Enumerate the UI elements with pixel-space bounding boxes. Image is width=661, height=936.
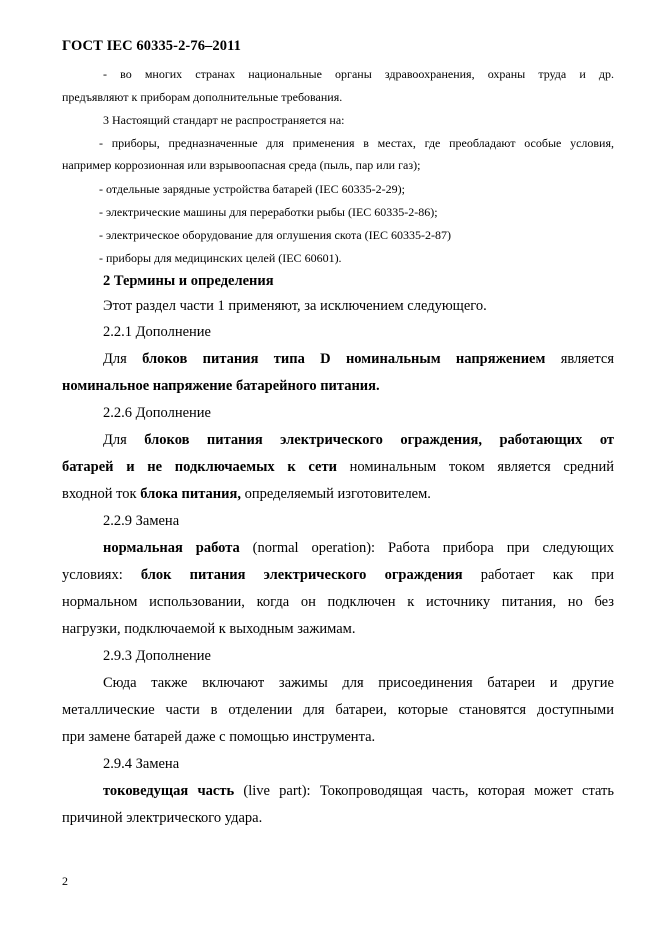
clause-2-9-4-label: 2.9.4 Замена — [103, 756, 180, 772]
clause-2-2-9-line-2 — [62, 567, 614, 584]
clause-2-2-9-line-4: нагрузки, подключаемой к выходным зажимам. — [62, 621, 356, 637]
clause-term: номинальное напряжение батарейного питания. — [62, 378, 380, 394]
scope-item-1-line-2: например коррозионная или взрывоопасная среда (пыль, пар или газ); — [62, 158, 421, 172]
clause-2-9-3-line-3: при замене батарей даже с помощью инструмента. — [62, 729, 376, 745]
clause-text: Для — [103, 351, 143, 367]
section-intro: Этот раздел части 1 применяют, за исключением следующего. — [103, 298, 487, 314]
document-header: ГОСТ IEC 60335-2-76–2011 — [62, 38, 242, 54]
clause-text: определяемый изготовителем. — [240, 486, 431, 502]
clause-text: (live part): Токопроводящая часть, которая может стать — [234, 783, 614, 799]
intro-line-1: - во многих странах национальные органы здравоохранения, охраны труда и др. — [103, 67, 614, 81]
clause-2-2-9-label: 2.2.9 Замена — [103, 513, 180, 529]
clause-term: токоведущая часть — [103, 783, 235, 799]
clause-2-2-1-line-1 — [103, 351, 614, 368]
page-number: 2 — [62, 874, 68, 888]
clause-text: работает как при — [462, 567, 614, 583]
clause-2-9-3-line-2: металлические части в отделении для батареи, которые становятся доступными — [62, 702, 614, 718]
section-heading: 2 Термины и определения — [103, 273, 274, 289]
clause-term: нормальная работа — [103, 540, 240, 556]
clause-text: условиях: — [62, 567, 141, 583]
scope-item-2: - отдельные зарядные устройства батарей (IEC 60335-2-29); — [99, 182, 405, 196]
clause-2-2-6-line-3 — [62, 486, 431, 503]
clause-text: номинальным током является средний — [336, 459, 615, 475]
clause-2-2-6-line-2 — [62, 459, 614, 476]
clause-2-9-4-line-2: причиной электрического удара. — [62, 810, 263, 826]
clause-2-9-3-line-1: Сюда также включают зажимы для присоединения батареи и другие — [103, 675, 614, 691]
clause-term: батарей и не подключаемых к сети — [62, 459, 337, 475]
clause-term: блок питания электрического ограждения — [140, 567, 463, 583]
clause-text: Для — [103, 432, 145, 448]
clause-text: (normal operation): Работа прибора при следующих — [239, 540, 614, 556]
scope-item-4: - электрическое оборудование для оглушения скота (IEC 60335-2-87) — [99, 228, 451, 242]
clause-2-2-1-label: 2.2.1 Дополнение — [103, 324, 211, 340]
clause-2-2-6-line-1 — [103, 432, 614, 449]
clause-2-2-1-line-2 — [62, 378, 380, 395]
clause-text: входной ток — [62, 486, 141, 502]
clause-2-2-9-line-3: нормальном использовании, когда он подключен к источнику питания, но без — [62, 594, 614, 610]
scope-item-5: - приборы для медицинских целей (IEC 60601). — [99, 251, 342, 265]
intro-line-2: предъявляют к приборам дополнительные требования. — [62, 90, 343, 104]
clause-term: блока питания, — [140, 486, 241, 502]
clause-2-2-6-label: 2.2.6 Дополнение — [103, 405, 211, 421]
clause-2-9-4-line-1 — [103, 783, 614, 800]
scope-item-1-line-1: - приборы, предназначенные для применения в местах, где преобладают особые условия, — [99, 136, 614, 150]
clause-2-2-9-line-1 — [103, 540, 614, 557]
scope-heading: 3 Настоящий стандарт не распространяется на: — [103, 113, 345, 127]
scope-item-3: - электрические машины для переработки рыбы (IEC 60335-2-86); — [99, 205, 438, 219]
clause-term: блоков питания электрического ограждения, работающих от — [144, 432, 615, 448]
clause-term: блоков питания типа D номинальным напряжением — [142, 351, 546, 367]
clause-2-9-3-label: 2.9.3 Дополнение — [103, 648, 211, 664]
clause-text: является — [545, 351, 614, 367]
